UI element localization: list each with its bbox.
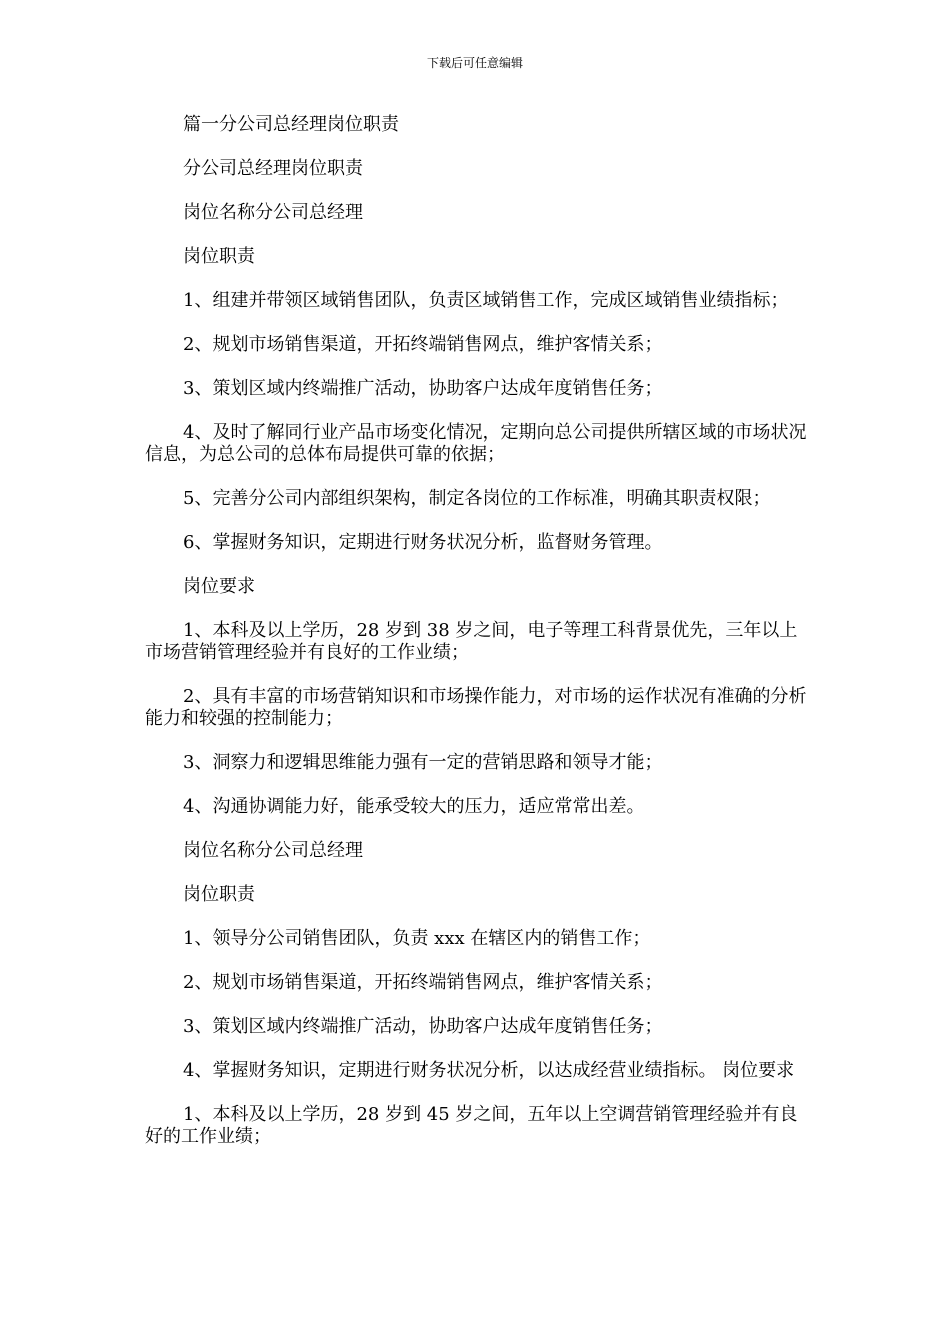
paragraph-duty-1: 1、组建并带领区域销售团队，负责区域销售工作，完成区域销售业绩指标； bbox=[183, 290, 789, 311]
paragraph-duty-6: 6、掌握财务知识，定期进行财务状况分析，监督财务管理。 bbox=[183, 532, 663, 553]
paragraph-duty-2-2: 2、规划市场销售渠道，开拓终端销售网点，维护客情关系； bbox=[183, 972, 663, 993]
document-body bbox=[145, 114, 809, 1170]
paragraph-requirement-2-1: 1、本科及以上学历，28 岁到 45 岁之间，五年以上空调营销管理经验并有良好的工作业绩； bbox=[145, 1104, 798, 1147]
paragraph-section-title: 篇一分公司总经理岗位职责 bbox=[183, 114, 399, 135]
paragraph-duties-heading-2: 岗位职责 bbox=[183, 884, 255, 905]
paragraph-position-name-2: 岗位名称分公司总经理 bbox=[183, 840, 363, 861]
paragraph-requirement-3: 3、洞察力和逻辑思维能力强有一定的营销思路和领导才能； bbox=[183, 752, 663, 773]
paragraph-requirement-2: 2、具有丰富的市场营销知识和市场操作能力，对市场的运作状况有准确的分析能力和较强的控制能力； bbox=[145, 686, 807, 729]
page-header: 下载后可任意编辑 bbox=[426, 56, 523, 70]
paragraph-doc-title: 分公司总经理岗位职责 bbox=[183, 158, 363, 179]
paragraph-duty-2-1: 1、领导分公司销售团队，负责 xxx 在辖区内的销售工作； bbox=[183, 928, 651, 949]
paragraph-duty-3: 3、策划区域内终端推广活动，协助客户达成年度销售任务； bbox=[183, 378, 663, 399]
paragraph-duty-2-4: 4、掌握财务知识，定期进行财务状况分析，以达成经营业绩指标。 岗位要求 bbox=[183, 1060, 795, 1081]
paragraph-duties-heading: 岗位职责 bbox=[183, 246, 255, 267]
paragraph-requirement-4: 4、沟通协调能力好，能承受较大的压力，适应常常出差。 bbox=[183, 796, 645, 817]
paragraph-requirements-heading: 岗位要求 bbox=[183, 576, 255, 597]
paragraph-position-name: 岗位名称分公司总经理 bbox=[183, 202, 363, 223]
paragraph-duty-2-3: 3、策划区域内终端推广活动，协助客户达成年度销售任务； bbox=[183, 1016, 663, 1037]
paragraph-duty-5: 5、完善分公司内部组织架构，制定各岗位的工作标准，明确其职责权限； bbox=[183, 488, 771, 509]
paragraph-duty-2: 2、规划市场销售渠道，开拓终端销售网点，维护客情关系； bbox=[183, 334, 663, 355]
paragraph-requirement-1: 1、本科及以上学历，28 岁到 38 岁之间，电子等理工科背景优先，三年以上市场营销管理经验并有良好的工作业绩； bbox=[145, 620, 798, 663]
paragraph-duty-4: 4、及时了解同行业产品市场变化情况，定期向总公司提供所辖区域的市场状况信息，为总公司的总体布局提供可靠的依据； bbox=[145, 422, 807, 465]
